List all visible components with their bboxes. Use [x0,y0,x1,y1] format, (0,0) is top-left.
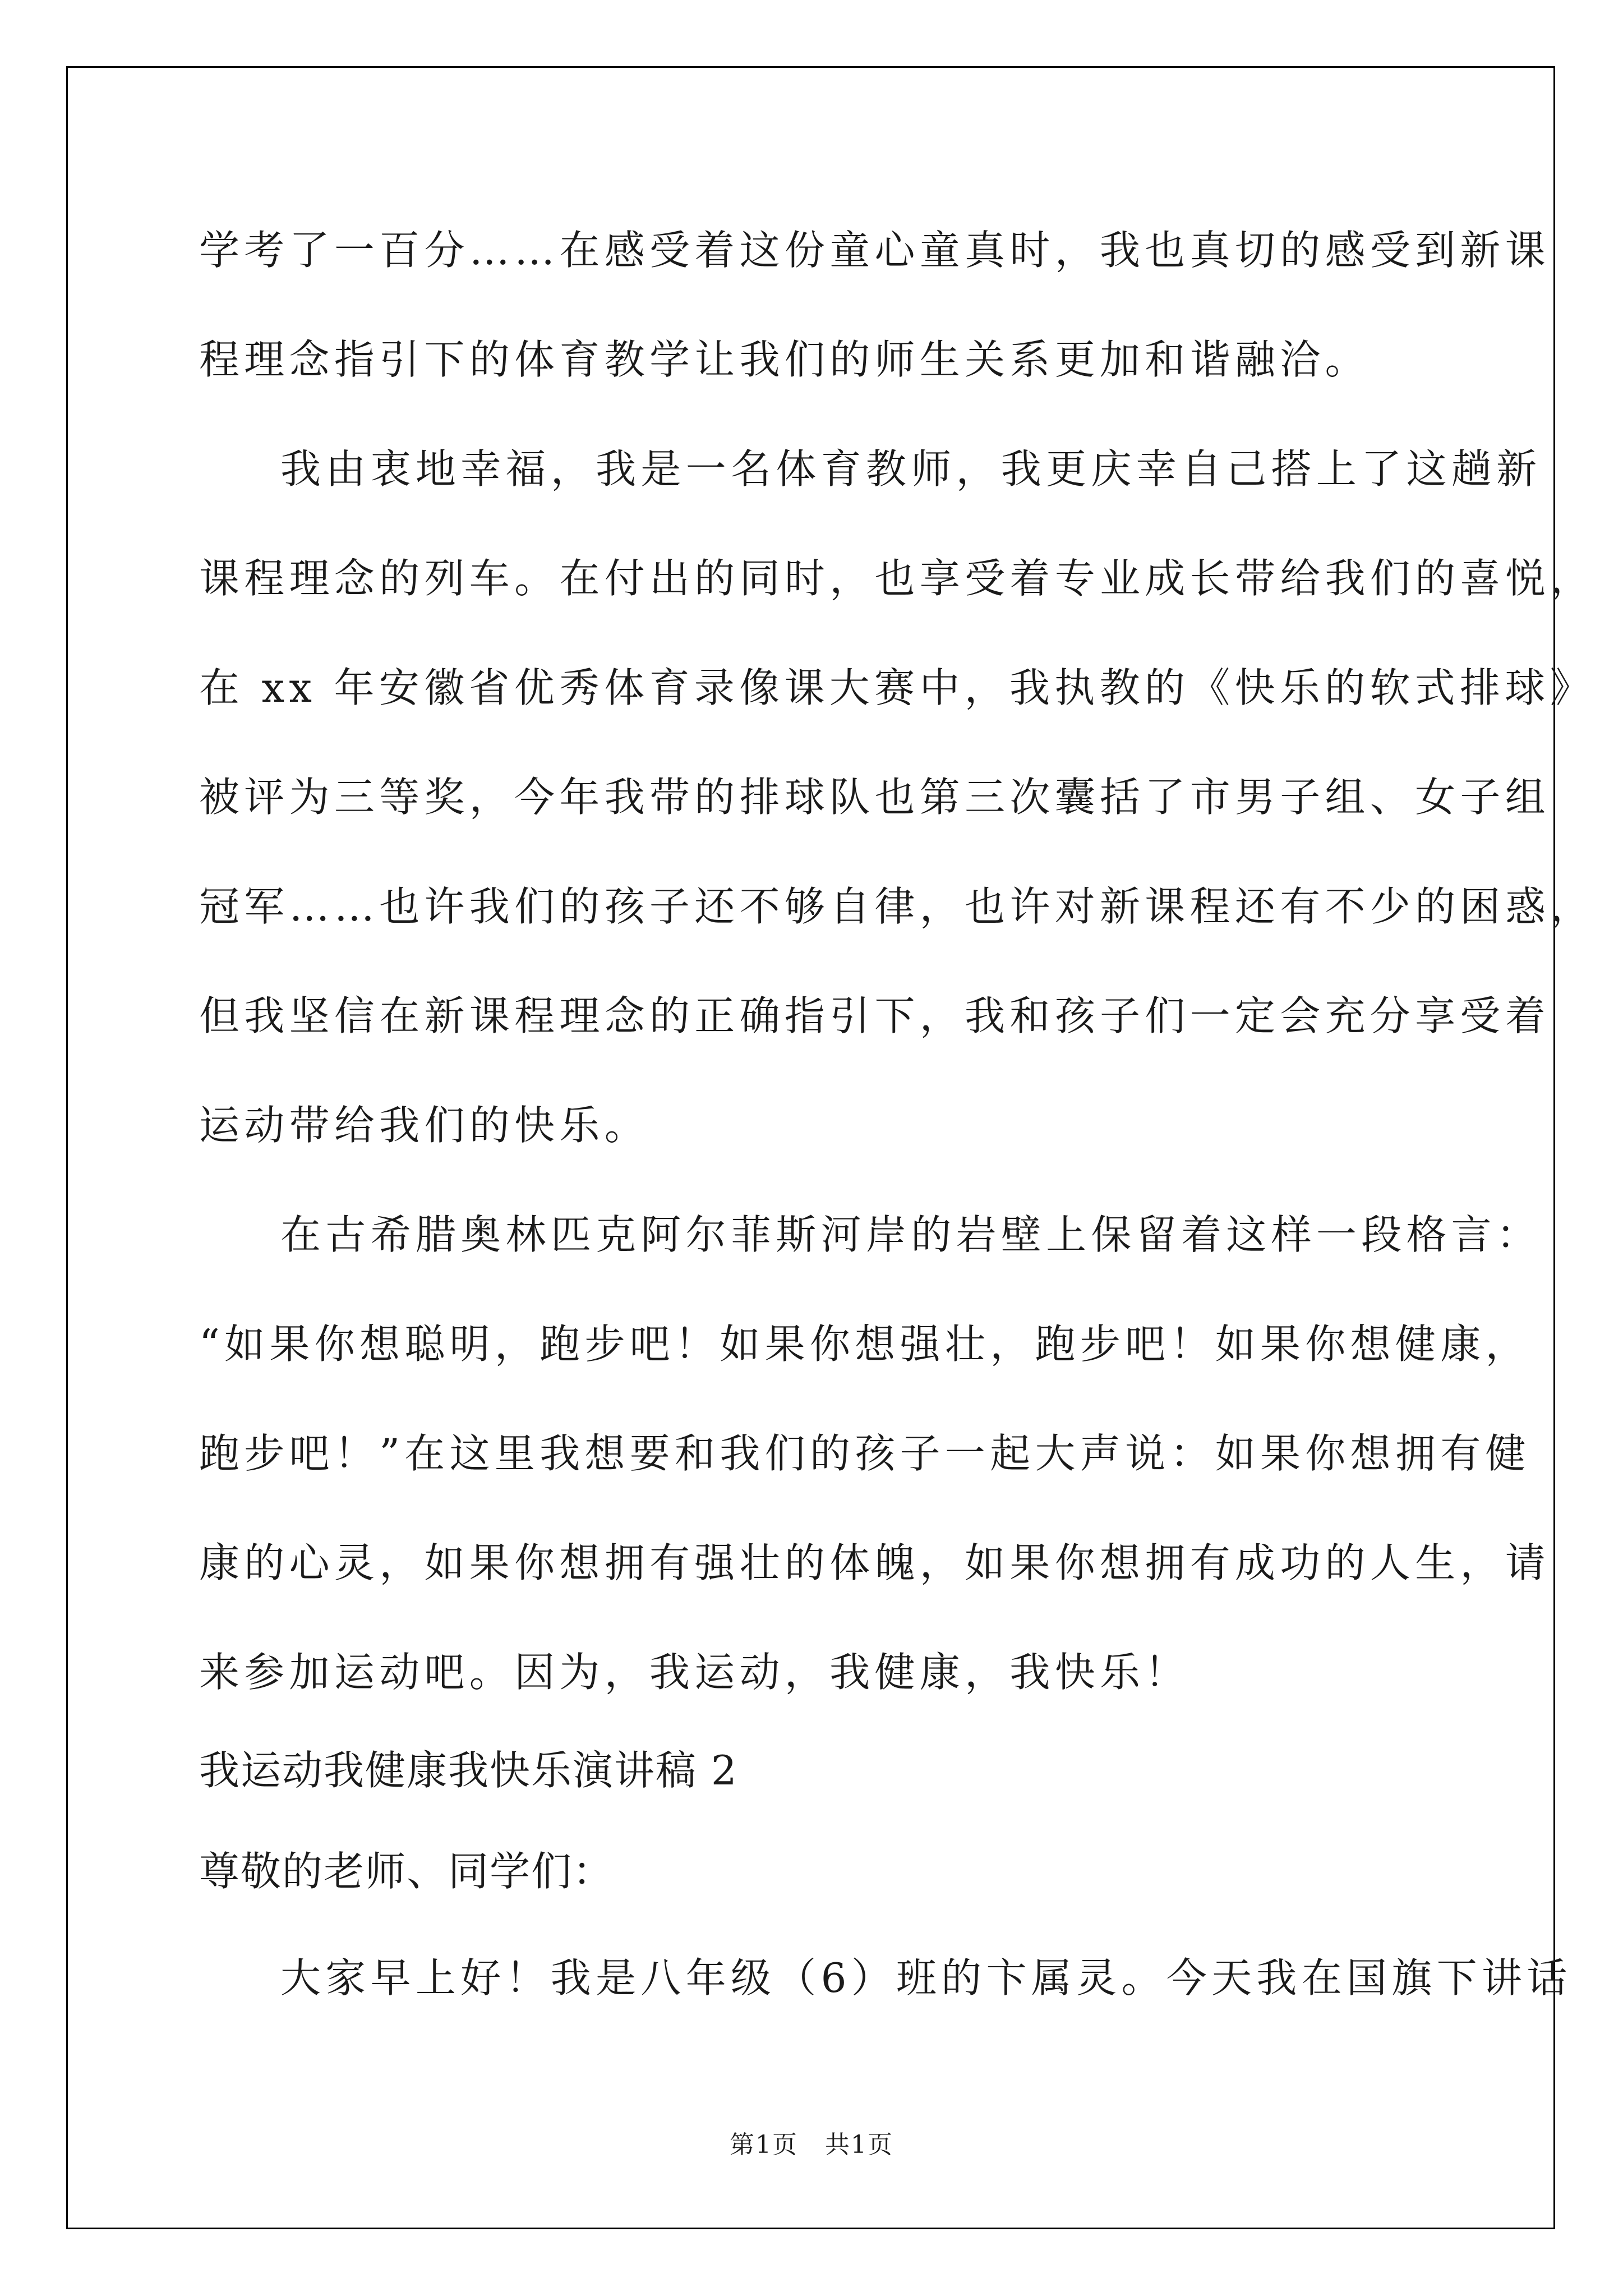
paragraph-line: 程理念指引下的体育教学让我们的师生关系更加和谐融洽。 [199,336,1370,383]
paragraph-line: “如果你想聪明，跑步吧！如果你想强壮，跑步吧！如果你想健康， [199,1320,1530,1368]
paragraph-line: 来参加运动吧。因为，我运动，我健康，我快乐！ [199,1649,1190,1696]
paragraph-line: 被评为三等奖，今年我带的排球队也第三次囊括了市男子组、女子组 [199,774,1551,821]
paragraph-line: 学考了一百分……在感受着这份童心童真时，我也真切的感受到新课 [199,227,1551,274]
paragraph-line: 冠军……也许我们的孩子还不够自律，也许对新课程还有不少的困惑， [199,883,1596,930]
paragraph-line: 康的心灵，如果你想拥有强壮的体魄，如果你想拥有成功的人生，请 [199,1539,1551,1586]
paragraph-line: 课程理念的列车。在付出的同时，也享受着专业成长带给我们的喜悦， [199,555,1596,602]
paragraph-line: 在古希腊奥林匹克阿尔菲斯河岸的岩壁上保留着这样一段格言： [280,1211,1542,1258]
page-footer [0,2133,1623,2157]
paragraph-line: 大家早上好！我是八年级（6）班的卞属灵。今天我在国旗下讲话 [280,1954,1572,2001]
paragraph-line: 我由衷地幸福，我是一名体育教师，我更庆幸自己搭上了这趟新 [280,445,1542,493]
paragraph-line: 但我坚信在新课程理念的正确指引下，我和孩子们一定会充分享受着 [199,992,1551,1039]
paragraph-line: 运动带给我们的快乐。 [199,1102,650,1149]
paragraph-line: 跑步吧！”在这里我想要和我们的孩子一起大声说：如果你想拥有健 [199,1430,1530,1477]
section-heading: 我运动我健康我快乐演讲稿 2 [199,1747,738,1794]
page-number: 第1页 [730,2131,798,2159]
paragraph-line: 在 xx 年安徽省优秀体育录像课大赛中，我执教的《快乐的软式排球》 [199,664,1595,711]
salutation: 尊敬的老师、同学们： [199,1848,615,1895]
page-total: 共1页 [825,2131,893,2159]
